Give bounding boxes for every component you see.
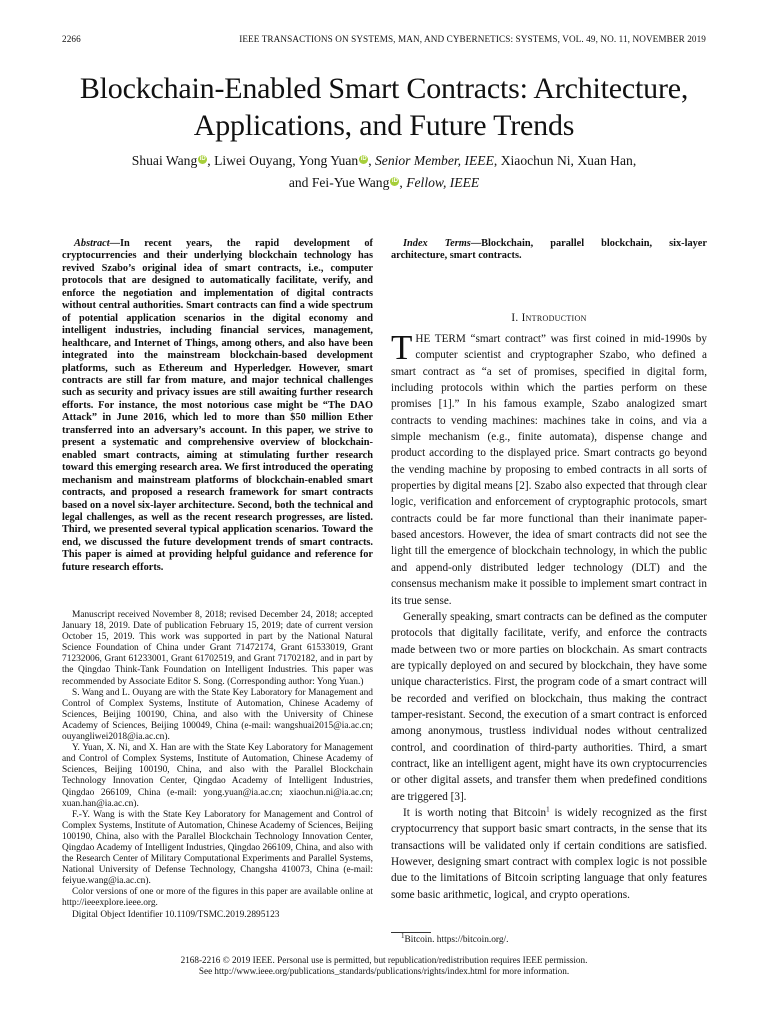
index-terms-text: —Blockchain, parallel blockchain, six-layer architecture, smart contracts. [391, 238, 707, 262]
introduction-body [391, 328, 707, 903]
footnote [391, 931, 707, 946]
manuscript-received: Manuscript received November 8, 2018; revised December 24, 2018; accepted January 18, 2019. Date of publication February 15, 2019; date of current version October 15, 2019. This work was supported in part by the National Natural Science Foundation of China under Grant 71472174, Grant 61533019, Grant 71232006, Grant 61233001, Grant 61702519, and Grant 71702182, and in part by the Qingdao Think-Tank Foundation on Intelligent Industries. This paper was recommended by Associate Editor S. Song. (Corresponding author: Yong Yuan.) [62, 610, 373, 687]
abstract-label: Abstract [74, 238, 110, 249]
author-name: Shuai Wang [131, 153, 198, 168]
manuscript-footnote [62, 610, 373, 921]
affiliation-yuan-ni-han: Y. Yuan, X. Ni, and X. Han are with the State Key Laboratory for Management and Control of Complex Systems, Institute of Automation, Chinese Academy of Sciences, Beijing 100190, China, and also with the Parallel Blockchain Technology Innovation Center, Qingdao Academy of Intelligent Industries, Qingdao 266109, China (e-mail: yong.yuan@ia.ac.cn; xiaochun.ni@ia.ac.cn; xuan.han@ia.ac.cn). [62, 743, 373, 809]
abstract [62, 238, 373, 574]
affiliation-fy-wang: F.-Y. Wang is with the State Key Laboratory for Management and Control of Complex Systems, Institute of Automation, Chinese Academy of Sciences, Beijing 100190, China, also with the Parallel Blockchain Technology Innovation Center, Qingdao Academy of Intelligent Industries, Qingdao 266109, China, and also with the Research Center of Military Computational Experiments and Parallel Systems, National University of Defense Technology, Changsha 410073, China (e-mail: feiyue.wang@ia.ac.cn). [62, 809, 373, 887]
author-membership: Senior Member, IEEE [374, 153, 494, 168]
author-name: and Fei-Yue Wang [288, 174, 390, 190]
footnote-marker[interactable]: 1 [546, 805, 550, 814]
index-terms [391, 238, 707, 263]
author-name: , Xiaochun Ni, Xuan Han, [493, 153, 637, 168]
orcid-icon[interactable]: iD [391, 177, 398, 184]
page-number: 2266 [62, 34, 81, 44]
index-terms-label: Index Terms [403, 238, 471, 249]
section-heading [391, 312, 707, 324]
orcid-icon[interactable]: iD [360, 156, 367, 162]
footnote-rule [391, 932, 431, 933]
orcid-icon[interactable]: iD [199, 156, 206, 162]
journal-name: IEEE TRANSACTIONS ON SYSTEMS, MAN, AND CYBERNETICS: SYSTEMS, VOL. 49, NO. 11, NOVEMBER 2019 [239, 34, 706, 44]
author-list [40, 150, 728, 193]
running-header [62, 34, 706, 48]
intro-paragraph-2: Generally speaking, smart contracts can be defined as the computer protocols that digitally facilitate, verify, and enforce the contracts made between two or more parties on blockchain. As smart contracts are typically deployed on and secured by blockchain, they have some unique characteristics. First, the program code of a smart contract will be recorded and verified on blockchain, thus making the contract tamper-resistant. Second, the execution of a smart contract is enforced among anonymous, trustless individual nodes without centralized control, and coordination of third-party authorities. Third, a smart contract, like an intelligent agent, might have its own cryptocurrencies or other digital assets, and transfer them when predefined conditions are triggered [3]. [391, 610, 707, 803]
intro-paragraph-1-text: “smart contract” was first coined in mid-1990s by computer scientist and cryptographer Szabo, who defined a smart contract as “a set of promises, specified in digital form, including protocols within which the parties perform on these promises [1].” In his famous example, Szabo analogized smart contracts to vending machines: machines take in coins, and via a simple mechanism (e.g., finite automata), dispense change and product according to the displayed price. Smart contracts go beyond the vending machine by proposing to embed contracts in all sorts of properties by digital means [2]. Szabo also expected that through clear logic, verification and enforcement of cryptographic protocols, smart contracts could be far more functional than their inanimate paper-based ancestors. However, the idea of smart contracts did not see the light till the emergence of blockchain technology, in which the public and append-only distributed ledger technology (DLT) and the consensus mechanism make it possible to implement smart contract in its true sense. [391, 333, 707, 607]
copyright-line-2[interactable]: See http://www.ieee.org/publications_standards/publications/rights/index.html for more information. [198, 966, 570, 977]
copyright-line-1: 2168-2216 © 2019 IEEE. Personal use is permitted, but republication/redistribution requires IEEE permission. [180, 955, 588, 965]
intro-opening-caps: HE TERM [415, 333, 466, 345]
author-name: , Liwei Ouyang, Yong Yuan [207, 153, 359, 168]
title-line-2: Applications, and Future Trends [193, 109, 575, 142]
intro-paragraph-3-text-a: It is worth noting that Bitcoin [403, 806, 547, 819]
intro-paragraph-3 [391, 805, 707, 903]
author-separator: , [399, 174, 407, 190]
doi[interactable]: Digital Object Identifier 10.1109/TSMC.2019.2895123 [72, 909, 280, 920]
author-membership: Fellow, IEEE [406, 174, 480, 190]
abstract-text: —In recent years, the rapid development of cryptocurrencies and their underlying blockchain technology has revived Szabo’s original idea of smart contracts, i.e., computer protocols that are designed to automatically facilitate, verify, and enforce the negotiation and implementation of digital contracts without central authorities. Smart contracts can find a wide spectrum of potential application scenarios in the digital economy and intelligent industries, including financial services, management, healthcare, and Internet of Things, among others, and also have been integrated into the mainstream blockchain-based development platforms, such as Ethereum and Hyperledger. However, smart contracts are still far from mature, and major technical challenges such as security and privacy issues are still awaiting further research efforts. For instance, the most notorious case might be “The DAO Attack” in June 2016, which led to more than $50 million Ether transferred into an adversary’s account. In this paper, we strive to present a systematic and comprehensive overview of blockchain-enabled smart contracts, aiming at stimulating further research toward this emerging research area. We first introduced the operating mechanism and mainstream platforms of blockchain-enabled smart contracts, and proposed a research framework for smart contracts based on a novel six-layer architecture. Second, both the technical and legal challenges, as well as the recent research progresses, are listed. Third, we presented several typical application scenarios. Toward the end, we discussed the future development trends of smart contracts. This paper is aimed at providing helpful guidance and reference for future research efforts. [62, 238, 373, 573]
section-numeral: I. [511, 312, 522, 324]
copyright-notice [40, 955, 728, 978]
intro-paragraph-3-text-b: is widely recognized as the first cryptocurrency that support basic smart contracts, in the sense that its transactions will be validated only if certain conditions are satisfied. However, designing smart contract with complex logic is not possible due to the limitations of Bitcoin scripting language that only features some basic arithmetic, logical, and crypto operations. [391, 806, 707, 901]
section-title: Introduction [521, 312, 587, 324]
author-line-2 [40, 172, 728, 194]
footnote-number: 1 [401, 931, 405, 940]
intro-paragraph-1 [391, 328, 707, 609]
drop-cap: T [391, 328, 413, 367]
title-line-1: Blockchain-Enabled Smart Contracts: Architecture, [79, 72, 689, 105]
affiliation-wang-ouyang: S. Wang and L. Ouyang are with the State Key Laboratory for Management and Control of Complex Systems, Institute of Automation, Chinese Academy of Sciences, Beijing 100190, China, and also with the University of Chinese Academy of Sciences, Beijing 100049, China (e-mail: wangshuai2015@ia.ac.cn; ouyangliwei2018@ia.ac.cn). [62, 687, 373, 743]
author-line-1 [40, 150, 728, 172]
paper-title [40, 70, 728, 144]
color-versions-note: Color versions of one or more of the figures in this paper are available online at http://ieeexplore.ieee.org. [62, 887, 373, 909]
footnote-text: Bitcoin. https://bitcoin.org/. [404, 935, 509, 945]
author-separator: , [368, 153, 375, 168]
